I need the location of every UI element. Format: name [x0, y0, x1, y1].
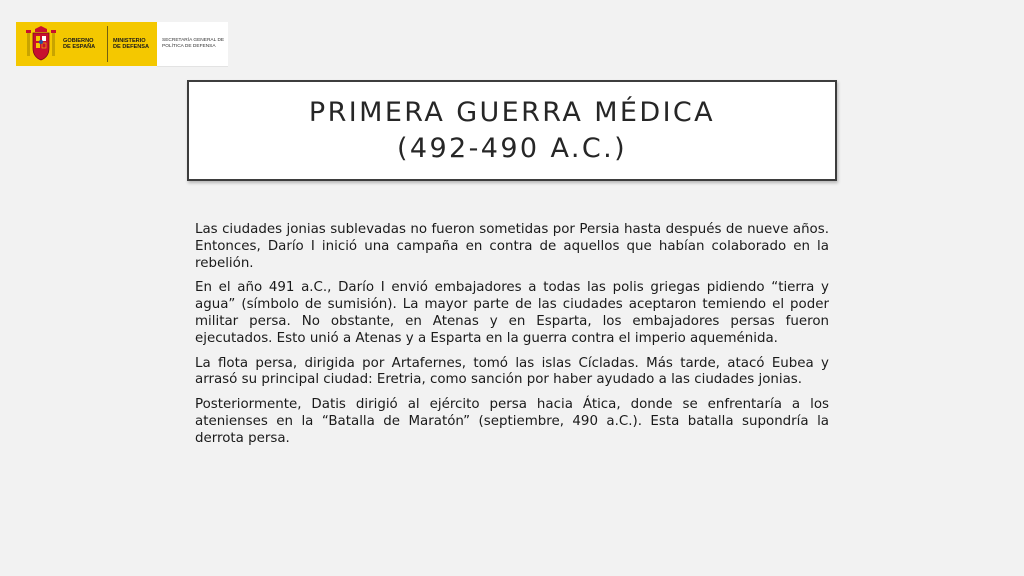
gobierno-line-2: DE ESPAÑA [63, 44, 96, 50]
secretaria-line-1: SECRETARÍA GENERAL DE [162, 38, 225, 43]
paragraph: En el año 491 a.C., Darío I envió embajadores a todas las polis griegas pidiendo “tierra y agua” (símbolo de sumisión). La mayor parte de las ciudades aceptaron temiendo el poder militar persa. No obstante, en Atenas y en Esparta, los embajadores persas fueron ejecutados. Esto unió a Atenas y a Esparta en la guerra contra el imperio aqueménida. [195, 280, 829, 346]
government-logo [16, 22, 228, 66]
secretaria-line-2: POLÍTICA DE DEFENSA [162, 44, 216, 49]
slide-title-box [187, 80, 837, 181]
gobierno-line-1: GOBIERNO [63, 37, 94, 44]
slide-title-line-1: PRIMERA GUERRA MÉDICA [308, 96, 716, 128]
coat-of-arms-icon [24, 26, 58, 62]
paragraph: Posteriormente, Datis dirigió al ejército persa hacia Ática, donde se enfrentaría a los atenienses en la “Batalla de Maratón” (septiembre, 490 a.C.). Esta batalla supondría la derrota persa. [195, 397, 829, 446]
logo-yellow-panel [16, 22, 157, 66]
ministerio-line-1: MINISTERIO [113, 37, 146, 44]
paragraph: Las ciudades jonias sublevadas no fueron sometidas por Persia hasta después de nueve años. Entonces, Darío I inició una campaña en contra de aquellos que habían colaborado en la rebelión. [195, 222, 829, 271]
paragraph: La flota persa, dirigida por Artafernes, tomó las islas Cícladas. Más tarde, atacó Eubea y arrasó su principal ciudad: Eretria, como sanción por haber ayudado a las ciudades jonias. [195, 355, 829, 388]
ministerio-label [113, 38, 153, 51]
logo-divider [107, 26, 108, 62]
slide-title-line-2: (492-490 A.C.) [396, 132, 628, 164]
gobierno-label [63, 38, 107, 51]
slide-body [195, 222, 829, 456]
logo-white-panel [157, 22, 228, 67]
ministerio-line-2: DE DEFENSA [113, 44, 150, 50]
secretaria-label [162, 38, 224, 50]
